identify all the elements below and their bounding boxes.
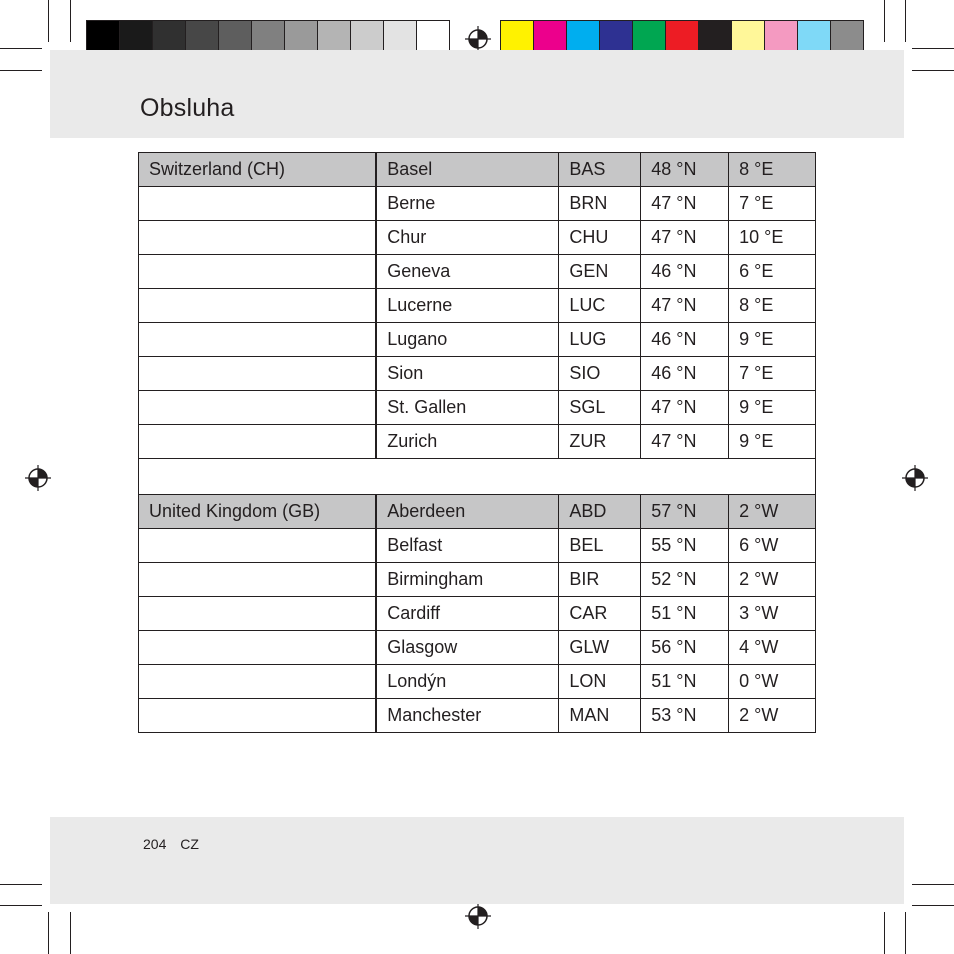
- table-row: [139, 597, 816, 631]
- code-cell: CHU: [559, 221, 641, 255]
- color-swatch: [699, 20, 732, 54]
- color-swatch: [318, 20, 351, 54]
- longitude-cell: 2 °W: [729, 699, 816, 733]
- country-cell-empty: [139, 425, 377, 459]
- color-swatch: [186, 20, 219, 54]
- color-swatch: [384, 20, 417, 54]
- code-cell: LUC: [559, 289, 641, 323]
- longitude-cell: 4 °W: [729, 631, 816, 665]
- crop-mark: [912, 70, 954, 71]
- country-cell-empty: [139, 529, 377, 563]
- color-swatch: [798, 20, 831, 54]
- process-color-bar: [500, 20, 864, 54]
- longitude-cell: 2 °W: [729, 563, 816, 597]
- color-swatch: [567, 20, 600, 54]
- table-row: [139, 323, 816, 357]
- country-cell-empty: [139, 357, 377, 391]
- latitude-cell: 57 °N: [641, 495, 729, 529]
- page-title: Obsluha: [140, 94, 235, 122]
- language-code: CZ: [180, 836, 199, 852]
- country-cell: Switzerland (CH): [139, 153, 377, 187]
- page-number: 204: [143, 836, 167, 852]
- color-swatch: [219, 20, 252, 54]
- longitude-cell: 7 °E: [729, 187, 816, 221]
- latitude-cell: 51 °N: [641, 665, 729, 699]
- crop-mark: [0, 905, 42, 906]
- color-swatch: [417, 20, 450, 54]
- latitude-cell: 47 °N: [641, 289, 729, 323]
- color-swatch: [86, 20, 120, 54]
- color-swatch: [666, 20, 699, 54]
- crop-mark: [884, 0, 885, 42]
- code-cell: CAR: [559, 597, 641, 631]
- table-row: [139, 699, 816, 733]
- latitude-cell: 48 °N: [641, 153, 729, 187]
- crop-mark: [0, 884, 42, 885]
- latitude-cell: 47 °N: [641, 187, 729, 221]
- grayscale-color-bar: [86, 20, 450, 54]
- latitude-cell: 47 °N: [641, 425, 729, 459]
- latitude-cell: 55 °N: [641, 529, 729, 563]
- table-row: [139, 391, 816, 425]
- city-cell: Lucerne: [376, 289, 559, 323]
- crop-mark: [0, 70, 42, 71]
- crop-mark: [912, 48, 954, 49]
- longitude-cell: 3 °W: [729, 597, 816, 631]
- footer-band: [50, 817, 904, 904]
- city-cell: Manchester: [376, 699, 559, 733]
- country-cell-empty: [139, 221, 377, 255]
- code-cell: MAN: [559, 699, 641, 733]
- registration-mark-icon: [465, 903, 491, 929]
- table-row: [139, 357, 816, 391]
- country-cell-empty: [139, 597, 377, 631]
- latitude-cell: 56 °N: [641, 631, 729, 665]
- city-cell: St. Gallen: [376, 391, 559, 425]
- spacer-cell: [139, 459, 816, 495]
- latitude-cell: 53 °N: [641, 699, 729, 733]
- country-cell-empty: [139, 631, 377, 665]
- latitude-cell: 46 °N: [641, 255, 729, 289]
- code-cell: ZUR: [559, 425, 641, 459]
- table-row: [139, 425, 816, 459]
- crop-mark: [48, 0, 49, 42]
- code-cell: LUG: [559, 323, 641, 357]
- city-cell: Lugano: [376, 323, 559, 357]
- latitude-cell: 47 °N: [641, 391, 729, 425]
- latitude-cell: 46 °N: [641, 323, 729, 357]
- code-cell: BRN: [559, 187, 641, 221]
- table-row: [139, 289, 816, 323]
- city-cell: Glasgow: [376, 631, 559, 665]
- city-cell: Birmingham: [376, 563, 559, 597]
- code-cell: LON: [559, 665, 641, 699]
- longitude-cell: 7 °E: [729, 357, 816, 391]
- crop-mark: [905, 912, 906, 954]
- color-swatch: [600, 20, 633, 54]
- table-row: [139, 153, 816, 187]
- longitude-cell: 0 °W: [729, 665, 816, 699]
- latitude-cell: 46 °N: [641, 357, 729, 391]
- color-swatch: [732, 20, 765, 54]
- city-cell: Londýn: [376, 665, 559, 699]
- code-cell: SIO: [559, 357, 641, 391]
- city-cell: Berne: [376, 187, 559, 221]
- table-row: [139, 529, 816, 563]
- crop-mark: [884, 912, 885, 954]
- color-swatch: [534, 20, 567, 54]
- registration-mark-icon: [902, 465, 928, 491]
- city-cell: Zurich: [376, 425, 559, 459]
- code-cell: BEL: [559, 529, 641, 563]
- country-cell-empty: [139, 665, 377, 699]
- city-code-table: [138, 152, 816, 733]
- country-cell-empty: [139, 255, 377, 289]
- country-cell-empty: [139, 563, 377, 597]
- code-cell: BIR: [559, 563, 641, 597]
- longitude-cell: 9 °E: [729, 425, 816, 459]
- city-cell: Basel: [376, 153, 559, 187]
- crop-mark: [0, 48, 42, 49]
- registration-mark-icon: [25, 465, 51, 491]
- city-cell: Cardiff: [376, 597, 559, 631]
- code-cell: GEN: [559, 255, 641, 289]
- city-cell: Chur: [376, 221, 559, 255]
- color-swatch: [633, 20, 666, 54]
- longitude-cell: 8 °E: [729, 289, 816, 323]
- longitude-cell: 8 °E: [729, 153, 816, 187]
- longitude-cell: 2 °W: [729, 495, 816, 529]
- code-cell: ABD: [559, 495, 641, 529]
- table-row: [139, 495, 816, 529]
- country-cell-empty: [139, 391, 377, 425]
- table-row: [139, 221, 816, 255]
- crop-mark: [905, 0, 906, 42]
- country-cell-empty: [139, 699, 377, 733]
- crop-mark: [912, 905, 954, 906]
- city-cell: Belfast: [376, 529, 559, 563]
- registration-mark-icon: [465, 26, 491, 52]
- table-row: [139, 631, 816, 665]
- city-cell: Sion: [376, 357, 559, 391]
- crop-mark: [912, 884, 954, 885]
- latitude-cell: 47 °N: [641, 221, 729, 255]
- color-swatch: [500, 20, 534, 54]
- code-cell: SGL: [559, 391, 641, 425]
- color-swatch: [120, 20, 153, 54]
- crop-mark: [70, 0, 71, 42]
- page-footer: [143, 836, 209, 852]
- code-cell: GLW: [559, 631, 641, 665]
- country-cell-empty: [139, 187, 377, 221]
- table-row: [139, 187, 816, 221]
- color-swatch: [831, 20, 864, 54]
- color-swatch: [252, 20, 285, 54]
- longitude-cell: 6 °W: [729, 529, 816, 563]
- longitude-cell: 10 °E: [729, 221, 816, 255]
- color-swatch: [285, 20, 318, 54]
- country-cell: United Kingdom (GB): [139, 495, 377, 529]
- code-cell: BAS: [559, 153, 641, 187]
- table-row: [139, 563, 816, 597]
- color-swatch: [153, 20, 186, 54]
- country-cell-empty: [139, 289, 377, 323]
- country-cell-empty: [139, 323, 377, 357]
- color-swatch: [765, 20, 798, 54]
- city-cell: Aberdeen: [376, 495, 559, 529]
- longitude-cell: 9 °E: [729, 391, 816, 425]
- longitude-cell: 9 °E: [729, 323, 816, 357]
- latitude-cell: 52 °N: [641, 563, 729, 597]
- latitude-cell: 51 °N: [641, 597, 729, 631]
- spacer-row: [139, 459, 816, 495]
- crop-mark: [48, 912, 49, 954]
- color-swatch: [351, 20, 384, 54]
- crop-mark: [70, 912, 71, 954]
- city-cell: Geneva: [376, 255, 559, 289]
- table-row: [139, 665, 816, 699]
- longitude-cell: 6 °E: [729, 255, 816, 289]
- table-row: [139, 255, 816, 289]
